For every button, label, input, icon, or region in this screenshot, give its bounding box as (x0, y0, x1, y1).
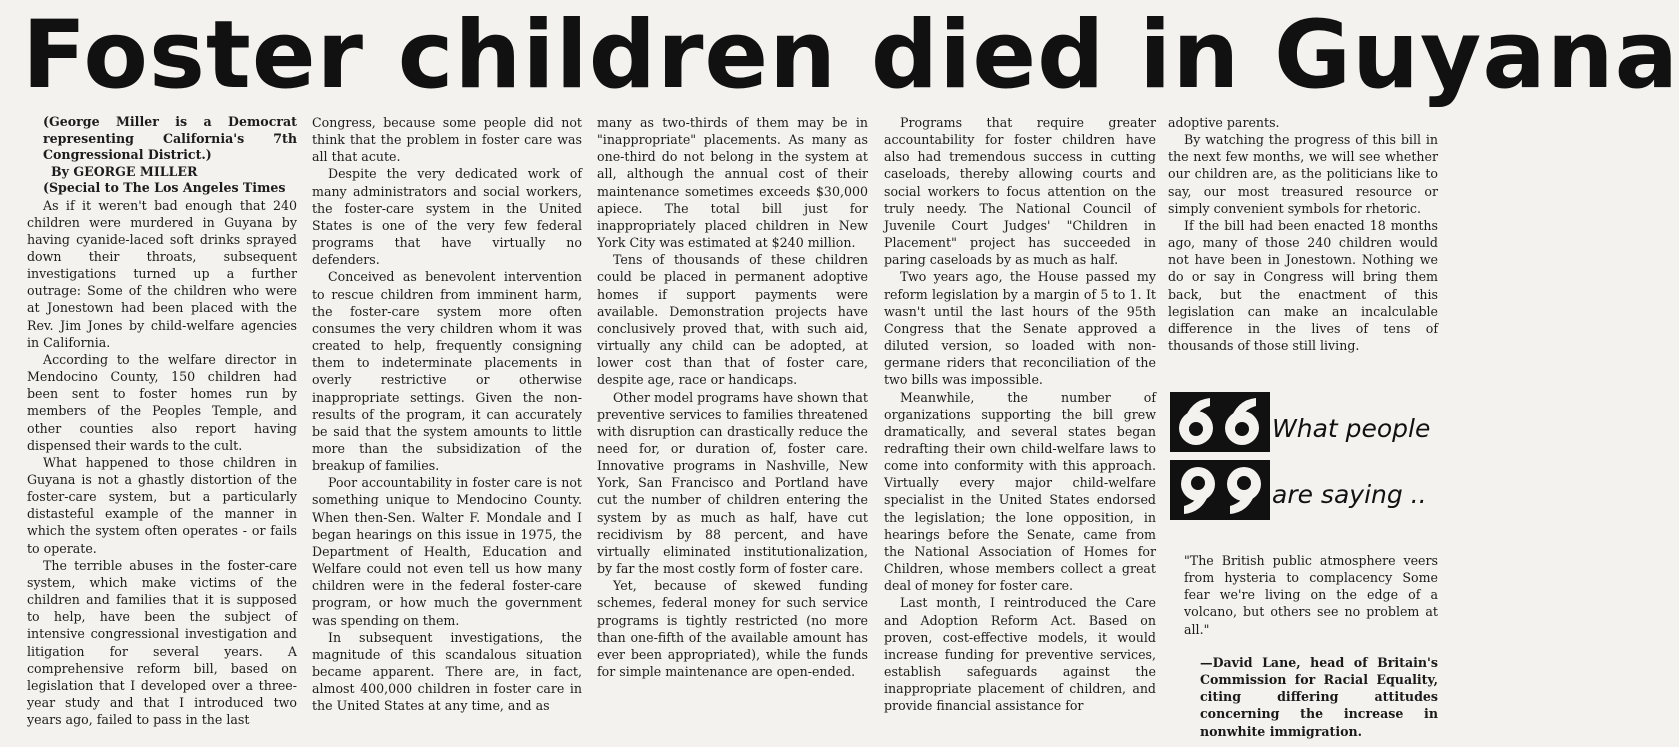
paragraph: If the bill had been enacted 18 months ago, many of those 240 children would not have been in Jonestown. Nothing we do or say in Congress will bring them back, but the enactment of this legislation can make an incalculable difference in the lives of tens of thousands of those still living. (1168, 217, 1438, 354)
column-3 (597, 114, 868, 744)
close-quote-icon (1170, 460, 1270, 520)
paragraph: Other model programs have shown that preventive services to families threatened with disruption can drastically reduce the need for, or duration of, foster care. Innovative programs in Nashville, New York, San Francisco and Portland have cut the number of children entering the system by as much as half, have cut recidivism by 88 percent, and have virtually eliminated institutionalization, by far the most costly form of foster care. (597, 389, 868, 577)
paragraph: By watching the progress of this bill in the next few months, we will see whether our children are, as the politicians like to say, our most treasured resource or simply convenient symbols for rhetoric. (1168, 132, 1438, 216)
paragraph: Poor accountability in foster care is not something unique to Mendocino County. When then-Sen. Walter F. Mondale and I began hearings on this issue in 1975, the Department of Health, Education and Welfare could not even tell us how many children were in the federal foster-care program, or how much the government was spending on them. (312, 475, 582, 628)
headline: Foster children died in Guyana (22, 1, 1679, 110)
paragraph: Tens of thousands of these children could be placed in permanent adoptive homes if support payments were available. Demonstration projects have conclusively proved that, with such aid, virtually any child can be adopted, at lower cost than that of foster care, despite age, race or handicaps. (597, 252, 868, 388)
column-2 (312, 114, 582, 744)
sidebar-quote (1184, 552, 1438, 638)
paragraph: many as two-thirds of them may be in "inappropriate" placements. As many as one-third do not belong in the system at all, although the annual cost of their maintenance sometimes exceeds $30,000 apiece. The total bill just for inappropriately placed children in New York City was estimated at $240 million. (597, 115, 868, 251)
what-people-are-saying-box (1168, 388, 1440, 538)
byline: By GEORGE MILLER (51, 163, 198, 179)
paragraph: Despite the very dedicated work of many administrators and social workers, the foster-care system in the United States is one of the very few federal programs that have virtually no defenders. (312, 166, 582, 268)
paragraph: Two years ago, the House passed my reform legislation by a margin of 5 to 1. It wasn't until the last hours of the 95th Congress that the Senate approved a diluted version, so loaded with non-germane riders that reconciliation of the two bills was impossible. (884, 269, 1156, 388)
paragraph: Last month, I reintroduced the Care and Adoption Reform Act. Based on proven, cost-effective models, it would increase funding for preventive services, establish safeguards against the inappropriate placement of children, and provide financial assistance for (884, 595, 1156, 714)
paragraph: adoptive parents. (1168, 115, 1280, 130)
author-note: (George Miller is a Democrat representing California's 7th Congressional District.) (43, 114, 297, 162)
paragraph: The terrible abuses in the foster-care system, which make victims of the children and families that it is supposed to help, have been the subject of intensive congressional investigation and litigation for several years. A comprehensive reform bill, based on legislation that I developed over a three-year study and that I introduced two years ago, failed to pass in the last (27, 557, 297, 728)
open-quote-icon (1170, 392, 1270, 452)
attribution-text: —David Lane, head of Britain's Commission for Racial Equality, citing differing attitudes concerning the increase in nonwhite immigration. (1200, 655, 1438, 739)
paragraph: In subsequent investigations, the magnitude of this scandalous situation became apparent. There are, in fact, almost 400,000 children in foster care in the United States at any time, and as (312, 629, 582, 714)
column-4 (884, 114, 1156, 744)
sidebar-attribution (1184, 654, 1438, 740)
paragraph: Conceived as benevolent intervention to rescue children from imminent harm, the foster-care system more often consumes the very children whom it was created to help, frequently consigning them to indeterminate placements in overly restrictive or otherwise inappropriate settings. Given the non-results of the program, it can accurately be said that the system amounts to little more than the subsidization of the breakup of families. (312, 269, 582, 474)
paragraph: According to the welfare director in Mendocino County, 150 children had been sent to foster homes run by members of the Peoples Temple, and other counties also report having dispensed their wards to the cult. (27, 351, 297, 453)
sidebar-label-line2: are saying .. (1272, 480, 1427, 509)
paragraph: Meanwhile, the number of organizations supporting the bill grew dramatically, and several states began redrafting their own child-welfare laws to come into conformity with this approach. Virtually every major child-welfare specialist in the United States endorsed the legislation; the lone opposition, in hearings before the Senate, came from the National Association of Homes for Children, whose members collect a great deal of money for foster care. (884, 389, 1156, 594)
service-line: (Special to The Los Angeles Times (43, 180, 286, 195)
paragraph: As if it weren't bad enough that 240 children were murdered in Guyana by having cyanide-laced soft drinks sprayed down their throats, subsequent investigations turned up a further outrage: Some of the children who were at Jonestown had been placed with the Rev. Jim Jones by child-welfare agencies in California. (27, 197, 297, 350)
paragraph: Yet, because of skewed funding schemes, federal money for such service programs is tightly restricted (no more than one-fifth of the available amount has ever been appropriated), while the funds for simple maintenance are open-ended. (597, 578, 868, 679)
quote-text: "The British public atmosphere veers from hysteria to complacency Some fear we're living on the edge of a volcano, but others see no problem at all." (1184, 553, 1438, 637)
paragraph: What happened to those children in Guyana is not a ghastly distortion of the foster-care system, but a particularly distasteful example of the manner in which the system often operates - or fails to operate. (27, 454, 297, 556)
paragraph: Congress, because some people did not think that the problem in foster care was all that acute. (312, 115, 582, 165)
paragraph: Programs that require greater accountability for foster children have also had tremendous success in cutting caseloads, thereby allowing courts and social workers to focus attention on the truly needy. The National Council of Juvenile Court Judges' "Children in Placement" project has succeeded in paring caseloads by as much as half. (884, 115, 1156, 268)
column-1 (27, 114, 297, 744)
sidebar-label-line1: What people (1272, 414, 1431, 443)
